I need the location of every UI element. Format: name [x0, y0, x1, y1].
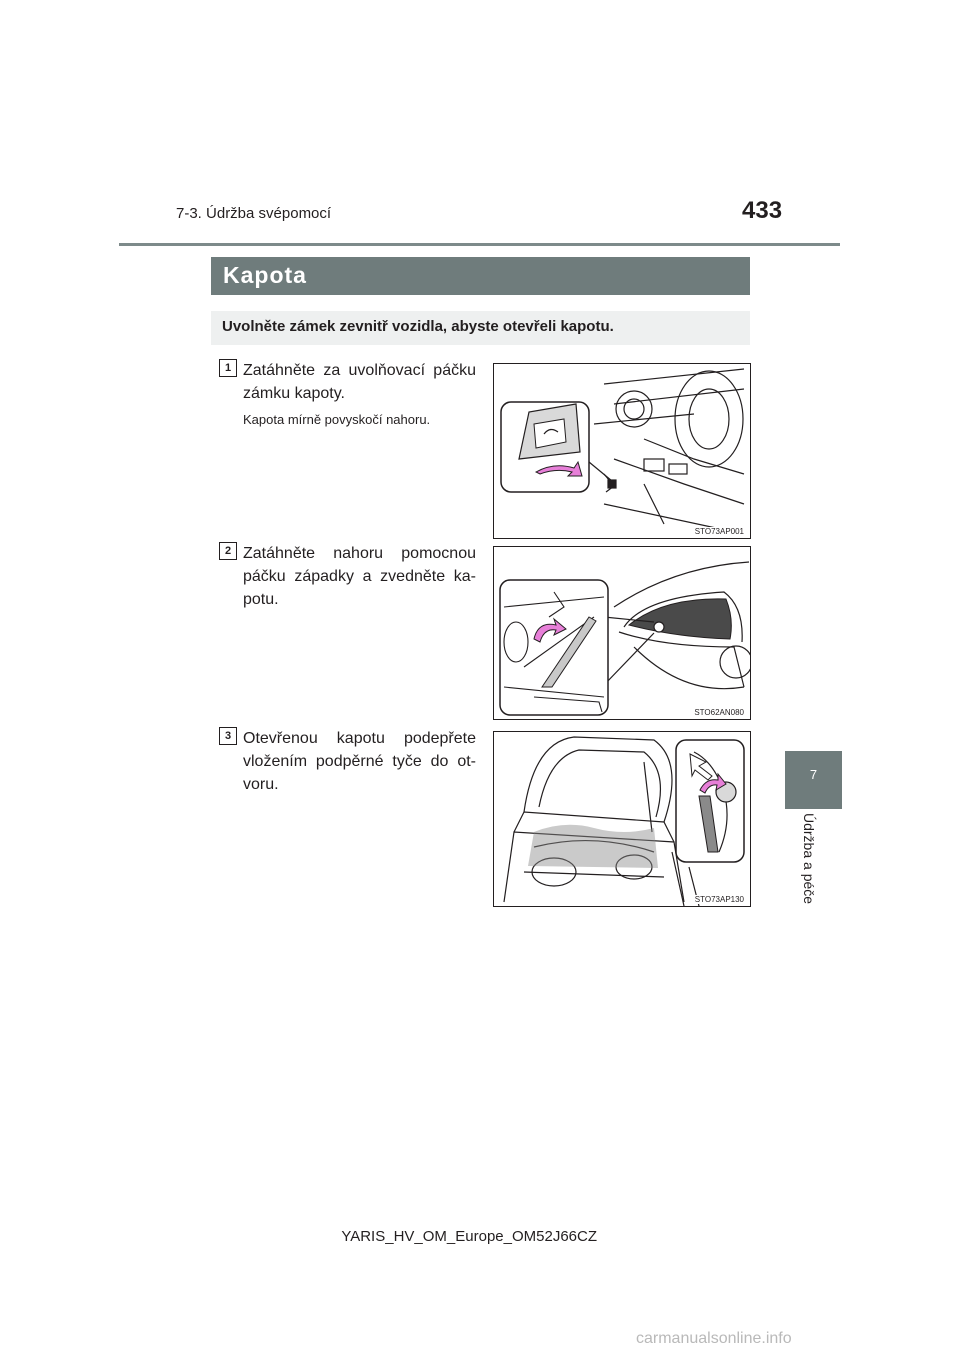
figure-code-2: STO62AN080 — [694, 708, 744, 717]
title-band — [211, 257, 750, 295]
step-2-number: 2 — [219, 542, 237, 560]
car-front-illustration — [494, 547, 750, 719]
step-1-text: Zatáhněte za uvolňovací páčku zámku kapoty. — [243, 362, 476, 402]
chapter-label: Údržba a péče — [801, 813, 817, 905]
intro-band — [211, 311, 750, 345]
figure-auxiliary-catch-lever — [493, 546, 751, 720]
page-number: 433 — [742, 197, 783, 224]
watermark-text: carmanualsonline.info — [636, 1330, 792, 1347]
figure-code-3: STO73AP130 — [694, 895, 744, 904]
chapter-tab: 7 — [785, 751, 842, 809]
step-2-text: Zatáhněte nahoru pomocnou páčku západky a zvedněte ka-potu. — [243, 545, 476, 608]
dashboard-illustration — [494, 364, 750, 538]
step-3-number: 3 — [219, 727, 237, 745]
intro-text: Uvolněte zámek zevnitř vozidla, abyste otevřeli kapotu. — [222, 318, 614, 335]
page-title: Kapota — [223, 262, 307, 288]
figure-hood-release-lever — [493, 363, 751, 539]
step-3-text: Otevřenou kapotu podepřete vložením podpěrné tyče do ot-voru. — [243, 730, 476, 793]
footer-document-code: YARIS_HV_OM_Europe_OM52J66CZ — [341, 1228, 597, 1245]
section-title: 7-3. Údržba svépomocí — [176, 205, 332, 222]
figure-code-1: STO73AP001 — [694, 527, 744, 536]
engine-bay-illustration — [494, 732, 750, 906]
step-1-number: 1 — [219, 359, 237, 377]
figure-hood-support-rod — [493, 731, 751, 907]
header-rule — [119, 243, 840, 246]
step-1-note: Kapota mírně povyskočí nahoru. — [243, 412, 431, 427]
